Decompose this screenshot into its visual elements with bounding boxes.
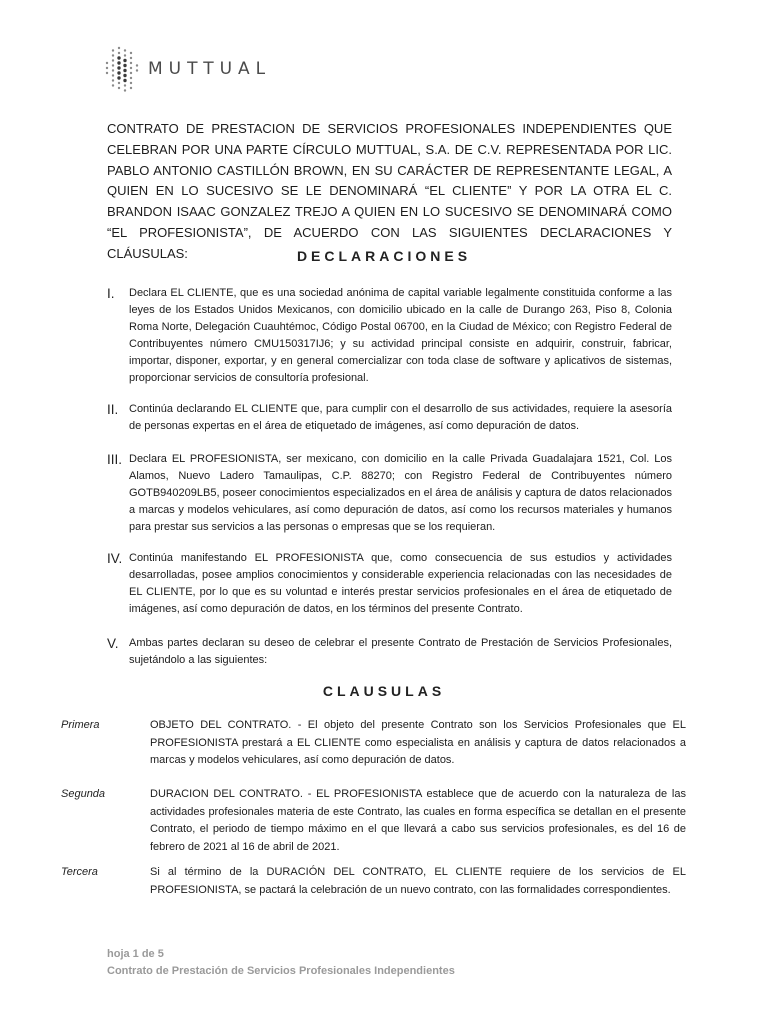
declaracion-item	[107, 635, 672, 669]
muttual-hex-dots-logo-icon	[104, 45, 140, 93]
declaracion-item	[107, 401, 672, 435]
clausula-text: DURACION DEL CONTRATO. - EL PROFESIONISTA establece que de acuerdo con la naturaleza de las actividades profesionales materia de este Contrato, las cuales en forma específica se detallan en el presente Contrato, el periodo de tiempo máximo en el que llevará a cabo sus servicios profesionales, es del 16 de febrero de 2021 al 16 de abril de 2021.	[150, 788, 686, 853]
page-number: hoja 1 de 5	[107, 948, 164, 960]
clausula-text: OBJETO DEL CONTRATO. - El objeto del presente Contrato son los Servicios Profesionales que EL PROFESIONISTA prestará a EL CLIENTE como especialista en análisis y captura de datos relacionados a marcas y modelos vehiculares, así como depuración de datos.	[150, 719, 686, 766]
declaracion-number: II.	[107, 402, 119, 417]
declaracion-item	[107, 451, 672, 536]
declaracion-number: IV.	[107, 551, 123, 566]
clausula-label: Primera	[61, 719, 100, 731]
declaracion-text: Ambas partes declaran su deseo de celebrar el presente Contrato de Prestación de Servicios Profesionales, sujetándolo a las siguientes:	[129, 637, 672, 666]
contract-intro: CONTRATO DE PRESTACION DE SERVICIOS PROFESIONALES INDEPENDIENTES QUE CELEBRAN POR UNA PARTE CÍRCULO MUTTUAL, S.A. DE C.V. REPRESENTADA POR LIC. PABLO ANTONIO CASTILLÓN BROWN, EN SU CARÁCTER DE REPRESENTANTE LEGAL, A QUIEN EN LO SUCESIVO SE LE DENOMINARÁ “EL CLIENTE” Y POR LA OTRA EL C. BRANDON ISAAC GONZALEZ TREJO A QUIEN EN LO SUCESIVO SE DENOMINARÁ COMO “EL PROFESIONISTA”, DE ACUERDO CON LAS SIGUIENTES DECLARACIONES Y CLÁUSULAS:	[107, 121, 672, 261]
clausula-label: Segunda	[61, 788, 106, 800]
declaraciones-heading: DECLARACIONES	[296, 248, 472, 264]
declaracion-item	[107, 285, 672, 387]
muttual-logo	[104, 44, 271, 94]
declaracion-item	[107, 550, 672, 618]
declaracion-number: I.	[107, 286, 115, 301]
clausula-item	[61, 717, 686, 770]
declaracion-number: V.	[107, 636, 119, 651]
footer-title: Contrato de Prestación de Servicios Profesionales Independientes	[107, 965, 455, 977]
declaracion-number: III.	[107, 452, 123, 467]
declaracion-text: Continúa manifestando EL PROFESIONISTA que, como consecuencia de sus estudios y actividades desarrolladas, posee amplios conocimientos y considerable experiencia relacionadas con las necesidades de EL CLIENTE, por lo que es su voluntad e interés prestar servicios profesionales en el área de etiquetado de imágenes, así como depuración de datos, en los términos del presente Contrato.	[129, 552, 672, 615]
page-footer	[107, 946, 455, 980]
declaracion-text: Declara EL PROFESIONISTA, ser mexicano, con domicilio en la calle Privada Guadalajara 1521, Col. Los Alamos, Nuevo Ladero Tamaulipas, C.P. 88270; con Registro Federal de Contribuyentes número GOTB940209LB5, poseer conocimientos especializados en el área de análisis y captura de datos relacionados a marcas y modelos vehiculares, así como depuración de datos, así como los recursos materiales y humanos para prestar sus servicios a las personas o empresas que se los requieran.	[129, 453, 672, 533]
logo-wordmark: MUTTUAL	[148, 59, 272, 79]
clausula-item	[61, 864, 686, 899]
declaracion-text: Declara EL CLIENTE, que es una sociedad anónima de capital variable legalmente constituida conforme a las leyes de los Estados Unidos Mexicanos, con domicilio ubicado en la calle de Durango 263, Piso 8, Colonia Roma Norte, Delegación Cuauhtémoc, Código Postal 06700, en la Ciudad de México; con Registro Federal de Contribuyentes número CMU150317IJ6; y su actividad principal consiste en adquirir, construir, fabricar, importar, disponer, exportar, y en general comercializar con toda clase de software y aplicativos de sistemas, proporcionar servicios de consultoría profesional.	[129, 287, 672, 384]
clausula-text: Si al término de la DURACIÓN DEL CONTRATO, EL CLIENTE requiere de los servicios de EL PROFESIONISTA, se pactará la celebración de un nuevo contrato, con las formalidades correspondientes.	[150, 866, 686, 896]
clausulas-heading: CLAUSULAS	[322, 683, 446, 699]
clausula-item	[61, 786, 686, 856]
clausula-label: Tercera	[61, 866, 98, 878]
declaracion-text: Continúa declarando EL CLIENTE que, para cumplir con el desarrollo de sus actividades, requiere la asesoría de personas expertas en el área de etiquetado de imágenes, así como depuración de datos.	[129, 403, 672, 432]
